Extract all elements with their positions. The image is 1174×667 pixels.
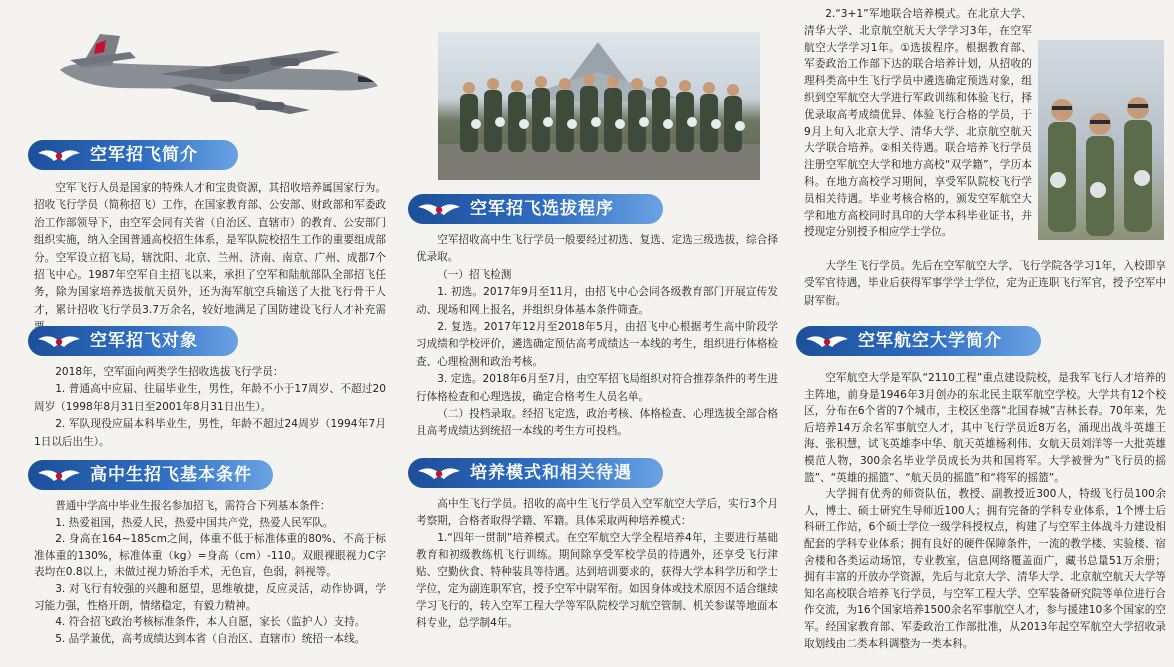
wings-emblem-icon — [36, 143, 82, 167]
wings-emblem-icon — [36, 463, 82, 487]
intro-paragraph: 空军飞行人员是国家的特殊人才和宝贵资源，其招收培养属国家行为。招收飞行学员（简称招飞）工作，在国家教育部、公安部、财政部和军委政治工作部领导下，由空军会同有关省（自治区、直辖市）的教育、公安部门组织实施，纳入全国普通高校招生体系，是军队院校招生工作的重要组成部分。空军设立招飞局，辖沈阳、北京、兰州、济南、南京、广州、成都7个招飞中心。1987年空军自主招飞以来，承担了空军和陆航部队全部招飞任务，除为国家培养选拔航天员外，还为海军航空兵输送了大批飞行骨干人才，累计招收飞行学员3.7万余名，较好地满足了国防建设飞行人才补充需 — [34, 182, 386, 316]
university-line: 大学拥有优秀的师资队伍，教授、副教授近300人，特级飞行员100余人，博士、硕士研究生导师近100人；拥有完备的学科专业体系，1个博士后科研工作站，6个硕士学位一级学科授权点，构建了与空军主体战斗力建设相配套的学科专业体系；拥有良好的硬件保障条件，一流的教学楼、实验楼、宿舍楼和各类运动场馆，专业教室，信息网络覆盖面广，藏书总量51万余册；拥有丰富的开放办学资源，先后与北京大学、清华大学、北京航空航天大学等知名高校联合培养飞行学员，与空军工程大学、空军装备研究院等单位进行合作交流，为16个国家培养1500余名军事航空人才，参与援建10多个国家的空军。经国家教育部、军委政治工作部批准，从2013年起空军航空大学招收录取划线由二类本科调整为一类本科。 — [804, 488, 1166, 650]
mode2-line: 大学生飞行学员。先后在空军航空大学、飞行学院各学习1年，入校即享受军官待遇，毕业后获得军事学学士学位，定为正连职飞行军官，授予空军中尉军衔。 — [804, 260, 1166, 307]
training-title: 培养模式和相关待遇 — [470, 463, 632, 483]
target-body — [34, 364, 386, 451]
conditions-line: 3. 对飞行有较强的兴趣和愿望，思维敏捷，反应灵活，动作协调，学习能力强，性格开朗，情绪稳定，有毅力精神。 — [34, 582, 386, 612]
intro-body — [34, 180, 386, 337]
mode2-line: 2.“3+1”军地联合培养模式。在北京大学、清华大学、北京航空航天大学学习3年，在空军航空大学学习1年。①选拔程序。根据教育部、军委政治工作部下达的联合培养计划，从招收的理科类高中生飞行学员中遴选确定预选对象，组织到空军航空大学进行军政训练和体验飞行，择优录取高考成绩优异、体验飞行合格的学员，于9月上旬入北京大学、清华大学、北京航空航天大学联合培养。②相关待遇。联合培养飞行学员注册空军航空大学和地方高校“双学籍”，学历本科。在地方高校学习期间，享受军队院校飞行学员相关待遇。毕业考核合格的，颁发空军航空大学和地方高校同时具印的大学本科毕业证书，并授现定分别授予相应学士学位。 — [804, 8, 1032, 239]
target-section-header — [28, 326, 238, 356]
university-body — [804, 370, 1166, 652]
intro-section-header — [28, 140, 238, 170]
conditions-line: 5. 品学兼优，高考成绩达到本省（自治区、直辖市）统招一本线。 — [55, 632, 366, 645]
university-section-header — [796, 326, 1041, 356]
transport-aircraft-photo — [40, 30, 390, 120]
left-column — [0, 0, 392, 667]
mode2-body-wide — [804, 258, 1166, 310]
target-line: 1. 普通高中应届、往届毕业生，男性，年龄不小于17周岁、不超过20周岁（1998年8月31日至2001年8月31日出生）。 — [34, 383, 386, 413]
university-title: 空军航空大学简介 — [858, 331, 1002, 351]
selection-line: 2. 复选。2017年12月至2018年5月，由招飞中心根据考生高中阶段学习成绩和学校评价，遴选确定预估高考成绩达一本线的考生，组织进行体格检查、心理检测和政治考核。 — [416, 321, 778, 368]
selection-section-header — [408, 194, 663, 224]
conditions-line: 普通中学高中毕业生报名参加招飞，需符合下列基本条件： — [55, 500, 331, 512]
target-title: 空军招飞对象 — [90, 331, 198, 351]
wings-emblem-icon — [416, 461, 462, 485]
pilots-group-photo — [438, 32, 760, 180]
wings-emblem-icon — [804, 329, 850, 353]
university-line: 空军航空大学是军队“2110工程”重点建设院校，是我军飞行人才培养的主阵地，前身是1946年3月创办的东北民主联军航空学校。大学共有12个校区，分布在6个省的7个城市，主校区坐落“北国春城”吉林长春。70年来，先后培养14万余名军事航空人才，其中飞行学员近8万名，涌现出战斗英雄王海、张积慧，试飞英雄李中华、航天英雄杨利伟、女航天员刘洋等一大批英雄模范人物，300余名毕业学员成长为共和国将军。大学被誉为“飞行员的摇篮”、“英雄的摇篮”、“航天员的摇篮”和“将军的摇篮”。 — [804, 372, 1166, 484]
right-column — [790, 0, 1174, 667]
three-pilots-photo — [1038, 40, 1164, 240]
middle-column — [398, 0, 788, 667]
training-body — [416, 496, 778, 632]
training-section-header — [408, 458, 663, 488]
selection-title: 空军招飞选拔程序 — [470, 199, 614, 219]
selection-line: 空军招收高中生飞行学员一般要经过初选、复选、定选三级选拔，综合择优录取。 — [416, 234, 778, 264]
conditions-line: 4. 符合招飞政治考核标准条件，本人自愿，家长（监护人）支持。 — [55, 616, 366, 629]
wings-emblem-icon — [416, 197, 462, 221]
selection-line: 1. 初选。2017年9月至11月，由招飞中心会同各级教育部门开展宣传发动、现场和网上报名，并组织身体基本条件筛查。 — [416, 286, 778, 316]
mode2-body — [804, 6, 1032, 241]
selection-line: （二）投档录取。经招飞定选，政治考核、体格检查、心理选拔全部合格且高考成绩达到统招一本线的考生方可投档。 — [416, 408, 778, 438]
training-line: 1.“四年一贯制”培养模式。在空军航空大学全程培养4年，主要进行基础教育和初级教练机飞行训练。期间除享受军校学员的待遇外，还享受飞行津贴、空勤伙食、特种装具等待遇。达到培训要求的，获得大学本科学历和学士学位，定为副连职军官，授予空军中尉军衔。如因身体或技术原因不适合继续学习飞行的，转入空军工程大学等军队院校学习航空管制、机关参谋等地面本科专业，总学制4年。 — [416, 532, 778, 629]
conditions-line: 2. 身高在164~185cm之间，体重不低于标准体重的80%、不高于标准体重的130%，标准体重（kg）=身高（cm）-110。双眼裸眼视力C字表均在0.8以上，未做过视力矫治手术，无色盲，色弱，斜视等。 — [34, 533, 386, 579]
target-line: 2. 军队现役应届本科毕业生，男性，年龄不超过24周岁（1994年7月1日以后出生）。 — [34, 418, 386, 448]
conditions-section-header — [28, 460, 273, 490]
selection-line: 3. 定选。2018年6月至7月，由空军招飞局组织对符合推荐条件的考生进行体格检查和心理选拔，确定合格考生人员名单。 — [416, 373, 778, 403]
conditions-title: 高中生招飞基本条件 — [90, 465, 252, 485]
conditions-body — [34, 498, 386, 647]
training-line: 高中生飞行学员。招收的高中生飞行学员入空军航空大学后，实行3个月考察期，合格者取得学籍、军籍。具体采取两种培养模式： — [416, 498, 778, 527]
wings-emblem-icon — [36, 329, 82, 353]
conditions-line: 1. 热爱祖国，热爱人民，热爱中国共产党，热爱人民军队。 — [55, 516, 334, 529]
intro-title: 空军招飞简介 — [90, 145, 198, 165]
target-line: 2018年，空军面向两类学生招收选拔飞行学员： — [55, 366, 284, 378]
selection-body — [416, 232, 778, 441]
selection-line: （一）招飞检测 — [437, 268, 512, 281]
